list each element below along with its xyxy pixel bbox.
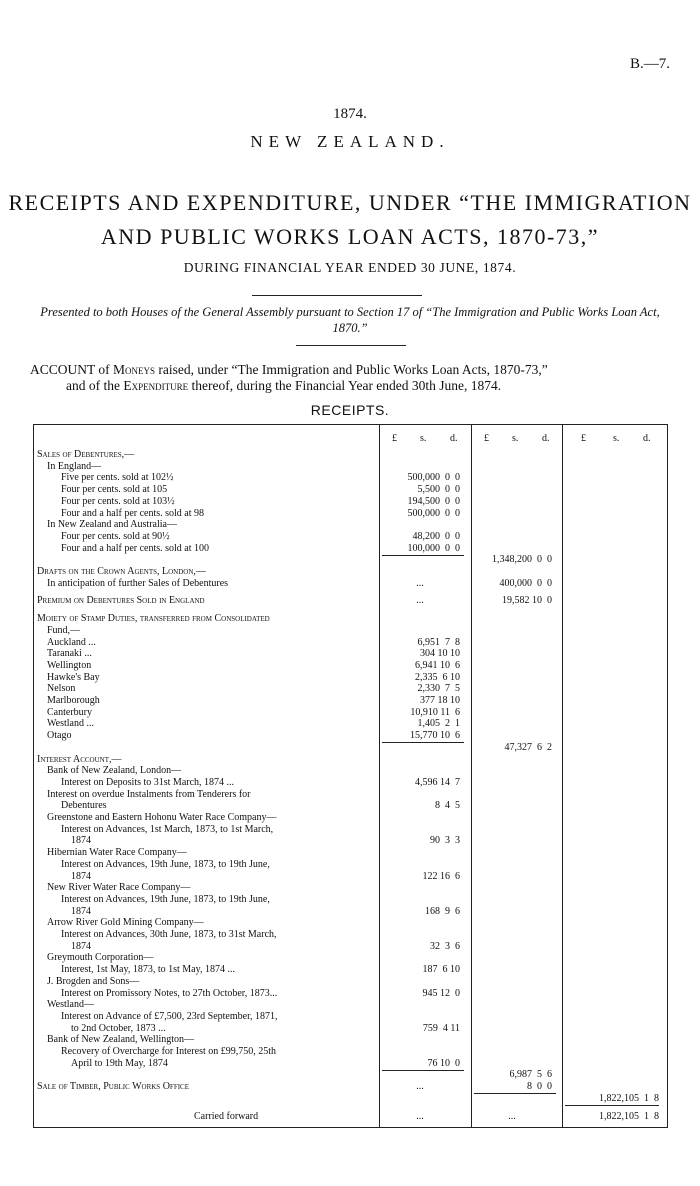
amount-cell: 304 10 10 — [420, 648, 460, 660]
row-description: 1874 — [71, 941, 374, 953]
amount-cell: 15,770 10 6 — [410, 730, 460, 742]
account-text: ACCOUNT of — [30, 362, 110, 377]
table-row — [34, 683, 667, 695]
country-heading: NEW ZEALAND. — [250, 132, 450, 151]
row-description: In New Zealand and Australia— — [47, 519, 374, 531]
row-description: Bank of New Zealand, London— — [47, 765, 374, 777]
row-description: 1874 — [71, 871, 374, 883]
amount-cell: 400,000 0 0 — [499, 577, 552, 589]
row-description: Otago — [47, 730, 374, 742]
table-row — [34, 1023, 667, 1035]
row-description: Sale of Timber, Public Works Office — [37, 1081, 374, 1093]
row-description: Interest on Advances, 19th June, 1873, to 19th June, — [61, 894, 374, 906]
amount-cell: 2,330 7 5 — [417, 683, 460, 695]
table-row — [34, 695, 667, 707]
row-description: April to 19th May, 1874 — [71, 1058, 374, 1070]
amount-cell: 187 6 10 — [422, 964, 460, 976]
row-description: Four per cents. sold at 105 — [61, 484, 374, 496]
row-description: Taranaki ... — [47, 648, 374, 660]
table-row — [34, 789, 667, 801]
amount-cell: 1,348,200 0 0 — [492, 554, 552, 566]
row-description: Nelson — [47, 683, 374, 695]
amount-cell: ... — [508, 1110, 516, 1122]
table-row — [34, 508, 667, 520]
amount-cell: 500,000 0 0 — [407, 472, 460, 484]
row-description: Greenstone and Eastern Hohonu Water Race Company— — [47, 812, 374, 824]
amount-cell: 168 9 6 — [425, 905, 460, 917]
amount-cell: ... — [416, 1110, 424, 1122]
amount-cell: 6,951 7 8 — [417, 636, 460, 648]
table-row — [34, 964, 667, 976]
amount-cell: 5,500 0 0 — [417, 484, 460, 496]
row-description: Canterbury — [47, 707, 374, 719]
amount-cell: 945 12 0 — [422, 987, 460, 999]
presented-note: Presented to both Houses of the General Assembly pursuant to Section 17 of “The Immigration and Public Works Loan Act, 1870.” — [40, 305, 660, 335]
row-description: Drafts on the Crown Agents, London,— — [37, 566, 374, 578]
row-description: Recovery of Overcharge for Interest on £99,750, 25th — [61, 1046, 374, 1058]
row-description: Five per cents. sold at 102½ — [61, 472, 374, 484]
row-description: 1874 — [71, 906, 374, 918]
amount-cell: 377 18 10 — [420, 695, 460, 706]
row-description: Interest on Advances, 19th June, 1873, to 19th June, — [61, 859, 374, 871]
table-row — [34, 812, 667, 824]
table-row — [34, 906, 667, 918]
table-row — [34, 917, 667, 929]
table-row — [34, 765, 667, 777]
table-row — [34, 449, 667, 461]
column-header-pence: d. — [542, 433, 550, 444]
title-line-3: DURING FINANCIAL YEAR ENDED 30 JUNE, 1874. — [183, 260, 517, 275]
row-description: Hawke's Bay — [47, 672, 374, 684]
table-row — [34, 859, 667, 871]
amount-cell: 10,910 11 6 — [410, 706, 460, 718]
row-description: Marlborough — [47, 695, 374, 707]
column-header-row — [34, 433, 667, 445]
amount-cell: 1,822,105 1 8 — [599, 1092, 659, 1104]
row-description: to 2nd October, 1873 ... — [71, 1023, 374, 1035]
column-header-pence: d. — [643, 433, 651, 444]
amount-cell: 500,000 0 0 — [407, 507, 460, 519]
table-row — [34, 929, 667, 941]
row-description: J. Brogden and Sons— — [47, 976, 374, 988]
table-row — [34, 730, 667, 742]
table-row — [34, 1011, 667, 1023]
amount-cell: 1,405 2 1 — [417, 718, 460, 730]
amount-cell: ... — [416, 1081, 424, 1093]
table-row — [34, 941, 667, 953]
row-description: Interest on Promissory Notes, to 27th October, 1873... — [61, 988, 374, 1000]
row-description: Interest on Deposits to 31st March, 1874 ... — [61, 777, 374, 789]
row-description: Hibernian Water Race Company— — [47, 847, 374, 859]
receipts-table — [33, 424, 668, 1128]
column-header-shillings: s. — [512, 433, 519, 444]
table-row — [34, 1069, 667, 1081]
column-header-pounds: £ — [392, 433, 397, 444]
row-description: Interest on overdue Instalments from Tenderers for — [47, 789, 374, 801]
row-description: Interest, 1st May, 1873, to 1st May, 1874 ... — [61, 964, 374, 976]
row-description: Westland— — [47, 999, 374, 1011]
row-description: Premium on Debentures Sold in England — [37, 595, 374, 607]
row-description: Arrow River Gold Mining Company— — [47, 917, 374, 929]
amount-cell: 4,596 14 7 — [415, 776, 460, 788]
table-row — [34, 461, 667, 473]
row-description: Debentures — [61, 800, 374, 812]
row-description: Fund,— — [47, 625, 374, 637]
table-row — [34, 871, 667, 883]
row-description: Interest on Advances, 30th June, 1873, to 31st March, — [61, 929, 374, 941]
table-row — [34, 554, 667, 566]
amount-cell: 759 4 11 — [422, 1022, 460, 1034]
account-text: raised, under “The Immigration and Public Works Loan Acts, 1870-73,” — [158, 362, 548, 377]
amount-cell: 194,500 0 0 — [407, 495, 460, 507]
divider — [296, 345, 406, 346]
table-row — [34, 625, 667, 637]
table-row — [34, 835, 667, 847]
amount-cell: 8 4 5 — [435, 800, 460, 812]
table-row — [34, 543, 667, 555]
row-description: Greymouth Corporation— — [47, 952, 374, 964]
amount-cell: ... — [416, 595, 424, 607]
table-row — [34, 648, 667, 660]
table-row — [34, 754, 667, 766]
table-row — [34, 894, 667, 906]
table-row — [34, 519, 667, 531]
table-row — [34, 707, 667, 719]
row-description: In anticipation of further Sales of Debentures — [47, 578, 374, 590]
amount-cell: 48,200 0 0 — [412, 530, 460, 542]
divider — [252, 295, 422, 296]
table-row — [34, 882, 667, 894]
row-description: Four per cents. sold at 90½ — [61, 531, 374, 543]
amount-cell: 32 3 6 — [430, 940, 460, 952]
document-year: 1874. — [333, 106, 367, 122]
table-row — [34, 578, 667, 590]
table-row — [34, 496, 667, 508]
account-text: Moneys — [113, 362, 156, 377]
title-line-2: AND PUBLIC WORKS LOAN ACTS, 1870-73,” — [100, 224, 600, 249]
row-description: Carried forward — [194, 1111, 374, 1123]
account-text: and of the — [66, 378, 120, 393]
table-row — [34, 976, 667, 988]
amount-cell: 100,000 0 0 — [407, 542, 460, 554]
row-description: Interest Account,— — [37, 754, 374, 766]
table-row — [34, 566, 667, 578]
table-row — [34, 595, 667, 607]
table-row — [34, 999, 667, 1011]
amount-cell: 1,822,105 1 8 — [599, 1110, 659, 1122]
column-header-pounds: £ — [581, 433, 586, 444]
table-row — [34, 824, 667, 836]
amount-cell: 19,582 10 0 — [502, 595, 552, 607]
account-heading — [30, 362, 670, 394]
table-row — [34, 742, 667, 754]
table-row — [34, 1046, 667, 1058]
table-row — [34, 800, 667, 812]
amount-cell: 47,327 6 2 — [504, 741, 552, 753]
row-description: Moiety of Stamp Duties, transferred from Consolidated — [37, 613, 374, 625]
table-row — [34, 660, 667, 672]
table-row — [34, 531, 667, 543]
amount-cell: 8 0 0 — [527, 1081, 552, 1093]
table-row — [34, 1093, 667, 1105]
title-line-1: RECEIPTS AND EXPENDITURE, UNDER “THE IMMIGRATION — [8, 190, 692, 215]
account-text: Expenditure — [123, 378, 189, 393]
row-description: Interest on Advances, 1st March, 1873, to 1st March, — [61, 824, 374, 836]
amount-cell: 2,335 6 10 — [415, 671, 460, 683]
table-row — [34, 988, 667, 1000]
row-description: Wellington — [47, 660, 374, 672]
table-row — [34, 613, 667, 625]
table-row — [34, 1034, 667, 1046]
table-row — [34, 847, 667, 859]
section-heading: RECEIPTS. — [310, 402, 390, 418]
column-header-shillings: s. — [613, 433, 620, 444]
row-description: Four and a half per cents. sold at 100 — [61, 543, 374, 555]
column-header-shillings: s. — [420, 433, 427, 444]
row-description: Auckland ... — [47, 637, 374, 649]
amount-cell: 122 16 6 — [422, 870, 460, 882]
amount-cell: ... — [416, 577, 424, 589]
row-description: New River Water Race Company— — [47, 882, 374, 894]
table-row — [34, 952, 667, 964]
account-text: thereof, during the Financial Year ended 30th June, 1874. — [191, 378, 502, 393]
row-description: In England— — [47, 461, 374, 473]
table-row — [34, 718, 667, 730]
row-description: Interest on Advance of £7,500, 23rd September, 1871, — [61, 1011, 374, 1023]
table-row — [34, 1081, 667, 1093]
table-row — [34, 1111, 667, 1123]
table-row — [34, 672, 667, 684]
row-description: Four per cents. sold at 103½ — [61, 496, 374, 508]
table-row — [34, 777, 667, 789]
column-header-pounds: £ — [484, 433, 489, 444]
amount-cell: 76 10 0 — [427, 1057, 460, 1069]
table-row — [34, 484, 667, 496]
amount-cell: 6,987 5 6 — [509, 1069, 552, 1081]
table-row — [34, 1058, 667, 1070]
document-reference: B.—7. — [629, 56, 670, 72]
row-description: 1874 — [71, 835, 374, 847]
amount-cell: 90 3 3 — [430, 835, 460, 847]
table-row — [34, 472, 667, 484]
row-description: Sales of Debentures,— — [37, 449, 374, 461]
row-description: Westland ... — [47, 718, 374, 730]
column-header-pence: d. — [450, 433, 458, 444]
table-row — [34, 637, 667, 649]
row-description: Bank of New Zealand, Wellington— — [47, 1034, 374, 1046]
row-description: Four and a half per cents. sold at 98 — [61, 508, 374, 520]
amount-cell: 6,941 10 6 — [415, 659, 460, 671]
